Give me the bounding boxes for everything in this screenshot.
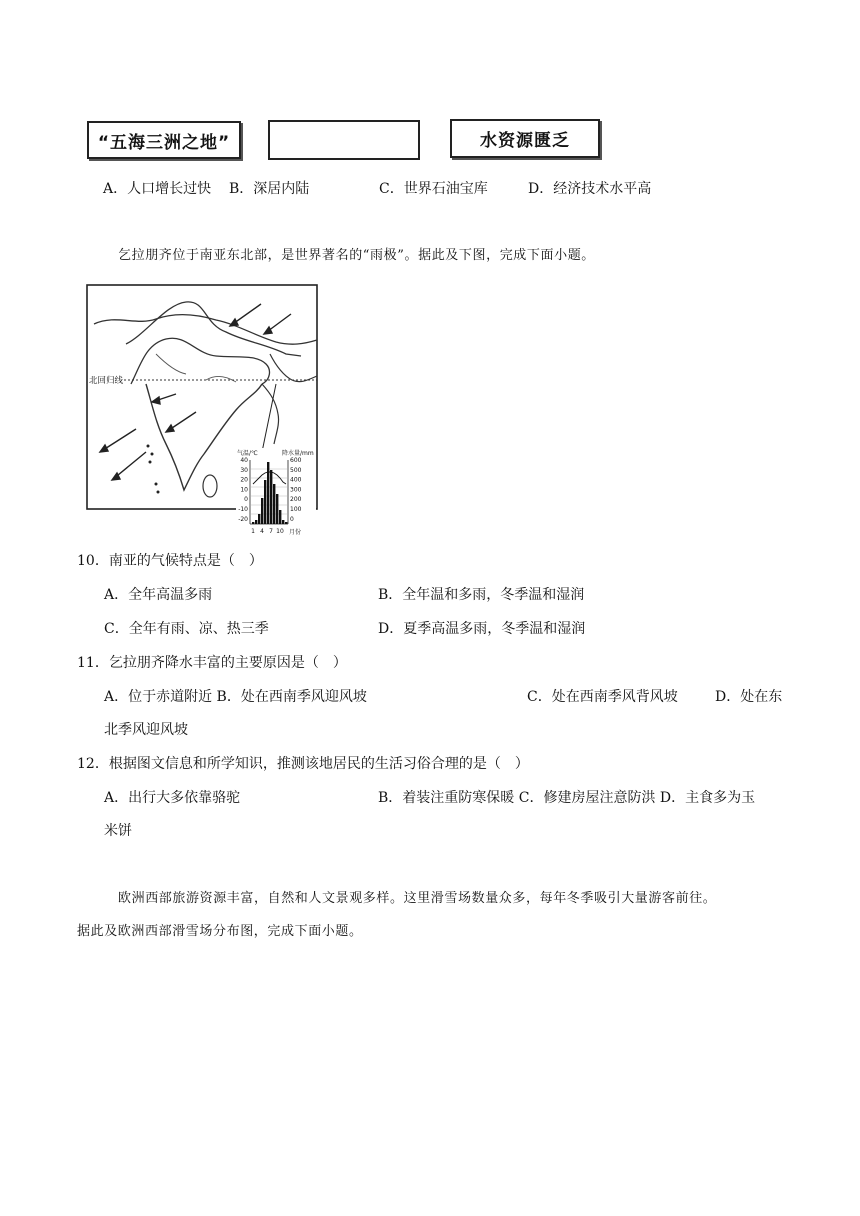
- q11-stem: 11．乞拉朋齐降水丰富的主要原因是（ ）: [77, 655, 347, 671]
- q12-stem: 12．根据图文信息和所学知识，推测该地居民的生活习俗合理的是（ ）: [77, 756, 529, 772]
- q11-option-d: D．处在东: [715, 689, 783, 705]
- label-box-water-shortage-text: 水资源匮乏: [480, 131, 570, 151]
- q10-option-c: C．全年有雨、凉、热三季: [104, 621, 269, 637]
- climate-chart-inset: [236, 448, 316, 536]
- chart-left-tick: 10: [240, 486, 248, 494]
- chart-right-tick: 100: [290, 506, 302, 513]
- chart-month-unit: 月份: [289, 529, 302, 536]
- q11-options-ab: A．位于赤道附近 B．处在西南季风迎风坡: [104, 689, 367, 705]
- chart-month-tick: 4: [260, 528, 264, 535]
- q10-stem: 10．南亚的气候特点是（ ）: [77, 553, 263, 569]
- q11-option-d-continued: 北季风迎风坡: [104, 722, 188, 738]
- chart-left-tick: 20: [240, 476, 248, 484]
- chart-left-tick: 40: [240, 457, 248, 464]
- chart-left-tick: 0: [244, 496, 248, 504]
- passage-europe-line2: 据此及欧洲西部滑雪场分布图，完成下面小题。: [77, 924, 363, 939]
- passage-europe-line1: 欧洲西部旅游资源丰富，自然和人文景观多样。这里滑雪场数量众多，每年冬季吸引大量游客前往。: [118, 891, 717, 906]
- chart-right-tick: 300: [290, 486, 302, 494]
- chart-left-tick: -10: [238, 506, 248, 513]
- label-box-five-seas-text: “五海三洲之地”: [97, 132, 231, 153]
- label-box-water-shortage: [450, 119, 600, 158]
- q9-option-d: D．经济技术水平高: [528, 181, 652, 197]
- q12-option-d-continued: 米饼: [104, 823, 132, 839]
- chart-right-tick: 500: [290, 466, 302, 474]
- south-asia-map-figure: [86, 284, 326, 536]
- chart-right-tick: 200: [290, 496, 302, 504]
- q12-option-a: A．出行大多依靠骆驼: [104, 790, 241, 806]
- chart-left-tick: 30: [240, 466, 248, 474]
- chart-right-tick: 600: [290, 457, 302, 464]
- blank-answer-box: [268, 120, 420, 160]
- chart-left-axis-label: 气温/℃: [237, 450, 258, 457]
- chart-month-tick: 10: [276, 528, 284, 535]
- chart-right-axis-label: 降水量/mm: [282, 450, 314, 457]
- q9-option-c: C．世界石油宝库: [379, 181, 488, 197]
- chart-month-tick: 1: [251, 528, 255, 535]
- chart-month-tick: 7: [269, 528, 273, 535]
- chart-left-tick: -20: [238, 515, 248, 523]
- q11-option-c: C．处在西南季风背风坡: [527, 689, 678, 705]
- chart-right-tick: 0: [290, 515, 294, 523]
- q10-option-b: B．全年温和多雨，冬季温和湿润: [378, 587, 585, 603]
- passage-cherrapunji: 乞拉朋齐位于南亚东北部，是世界著名的“雨极”。据此及下图，完成下面小题。: [118, 248, 595, 263]
- q10-option-d: D．夏季高温多雨，冬季温和湿润: [378, 621, 586, 637]
- q12-options-bcd: B．着装注重防寒保暖 C．修建房屋注意防洪 D．主食多为玉: [378, 790, 756, 806]
- q9-option-b: B．深居内陆: [229, 181, 310, 197]
- label-box-five-seas: [87, 121, 241, 159]
- q10-option-a: A．全年高温多雨: [104, 587, 213, 603]
- tropic-of-cancer-label: 北回归线: [89, 376, 124, 386]
- chart-right-tick: 400: [290, 476, 302, 484]
- q9-option-a: A．人口增长过快: [103, 181, 212, 197]
